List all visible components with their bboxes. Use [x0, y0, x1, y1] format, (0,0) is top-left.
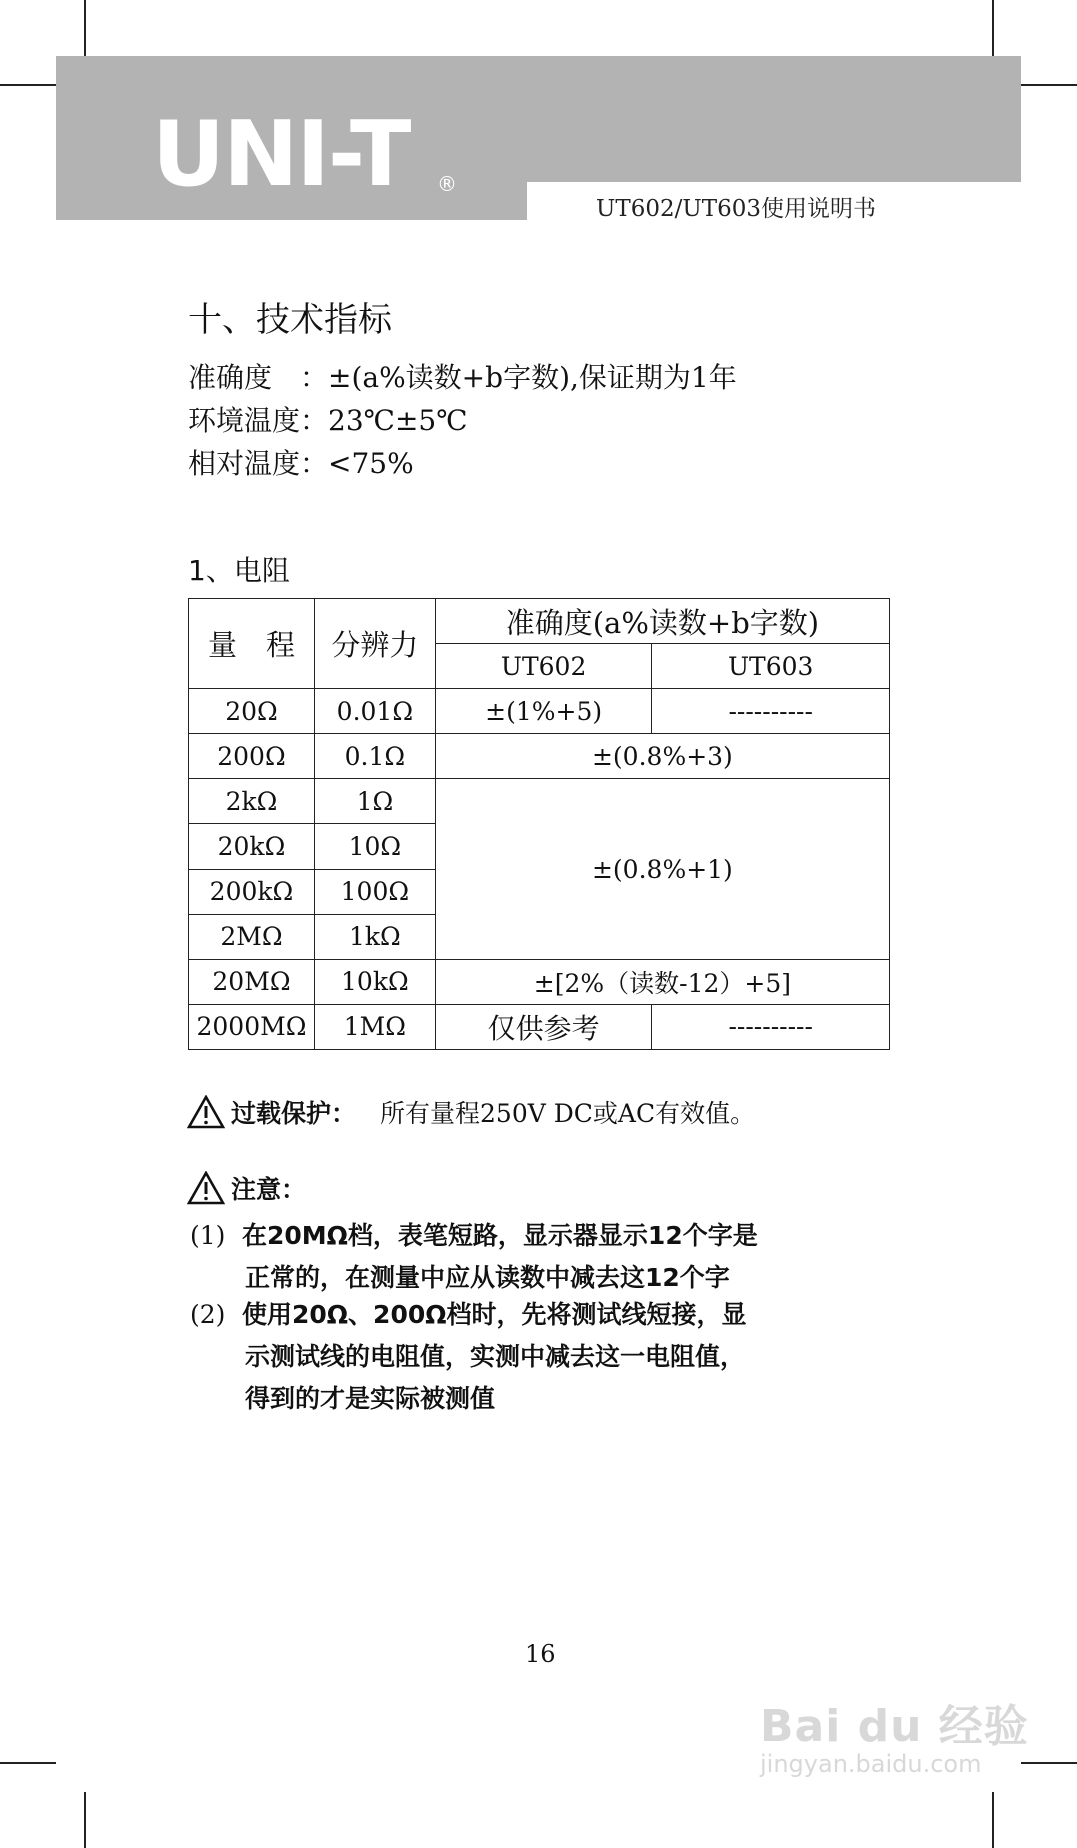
subsection-title: 1、电阻 [188, 554, 290, 587]
cell-ut603: ---------- [652, 689, 890, 734]
cell-resolution: 1Ω [314, 779, 435, 824]
spec-accuracy: 准确度 ：±(a%读数+b字数),保证期为1年 [188, 361, 737, 394]
watermark-brand: Bai du 经验 [760, 1701, 1029, 1752]
cell-range: 20kΩ [189, 824, 315, 869]
notes-label: 注意： [231, 1175, 307, 1204]
note-index: (2) [190, 1300, 226, 1329]
spec-relative-temperature: 相对温度：<75% [188, 447, 414, 480]
cell-resolution: 1MΩ [314, 1004, 435, 1049]
note-line: 得到的才是实际被测值 [245, 1384, 496, 1413]
watermark-url: jingyan.baidu.com [760, 1750, 982, 1778]
registered-mark: ® [437, 172, 457, 196]
page-number: 16 [525, 1640, 556, 1668]
header-resolution: 分辨力 [314, 599, 435, 689]
cell-ut603: ---------- [652, 1004, 890, 1049]
cell-range: 2000MΩ [189, 1004, 315, 1049]
cell-ut602: 仅供参考 [435, 1004, 652, 1049]
crop-mark [1021, 84, 1077, 86]
cell-range: 200kΩ [189, 869, 315, 914]
crop-mark [0, 1762, 56, 1764]
crop-mark [0, 84, 56, 86]
crop-mark [992, 0, 994, 56]
overload-label: 过载保护： [231, 1099, 357, 1128]
cell-range: 200Ω [189, 734, 315, 779]
cell-accuracy-merged: ±(0.8%+1) [435, 779, 889, 959]
cell-accuracy-shared: ±(0.8%+3) [435, 734, 889, 779]
header-range: 量 程 [189, 599, 315, 689]
crop-mark [1021, 1762, 1077, 1764]
crop-mark [992, 1792, 994, 1848]
warning-triangle-icon [187, 1095, 225, 1129]
note-item-1 [190, 1215, 900, 1299]
cell-resolution: 0.1Ω [314, 734, 435, 779]
cell-accuracy-shared: ±[2%（读数-12）+5] [435, 959, 889, 1004]
header-ut602: UT602 [435, 644, 652, 689]
cell-ut602: ±(1%+5) [435, 689, 652, 734]
note-index: (1) [190, 1221, 226, 1250]
cell-range: 20MΩ [189, 959, 315, 1004]
cell-resolution: 10kΩ [314, 959, 435, 1004]
cell-resolution: 0.01Ω [314, 689, 435, 734]
cell-resolution: 10Ω [314, 824, 435, 869]
note-line: 在20MΩ档，表笔短路，显示器显示12个字是 [242, 1221, 758, 1250]
note-line: 正常的，在测量中应从读数中减去这12个字 [245, 1263, 730, 1292]
cell-range: 2kΩ [189, 779, 315, 824]
resistance-spec-table [188, 598, 890, 1050]
crop-mark [84, 1792, 86, 1848]
note-line: 使用20Ω、200Ω档时，先将测试线短接，显 [242, 1300, 747, 1329]
cell-resolution: 1kΩ [314, 914, 435, 959]
section-title: 十、技术指标 [188, 300, 392, 340]
brand-logo: UNI-T [152, 102, 410, 207]
overload-protection [187, 1094, 755, 1130]
cell-range: 2MΩ [189, 914, 315, 959]
spec-ambient-temperature: 环境温度：23℃±5℃ [188, 404, 468, 437]
cell-resolution: 100Ω [314, 869, 435, 914]
header-ut603: UT603 [652, 644, 890, 689]
note-item-2 [190, 1294, 900, 1420]
crop-mark [84, 0, 86, 56]
header-accuracy: 准确度(a%读数+b字数) [435, 599, 889, 644]
overload-text: 所有量程250V DC或AC有效值。 [380, 1099, 756, 1128]
document-title: UT602/UT603使用说明书 [596, 196, 876, 222]
notes-heading [187, 1170, 306, 1206]
baidu-watermark [760, 1690, 1029, 1778]
cell-range: 20Ω [189, 689, 315, 734]
warning-triangle-icon [187, 1171, 225, 1205]
note-line: 示测试线的电阻值，实测中减去这一电阻值， [245, 1342, 746, 1371]
